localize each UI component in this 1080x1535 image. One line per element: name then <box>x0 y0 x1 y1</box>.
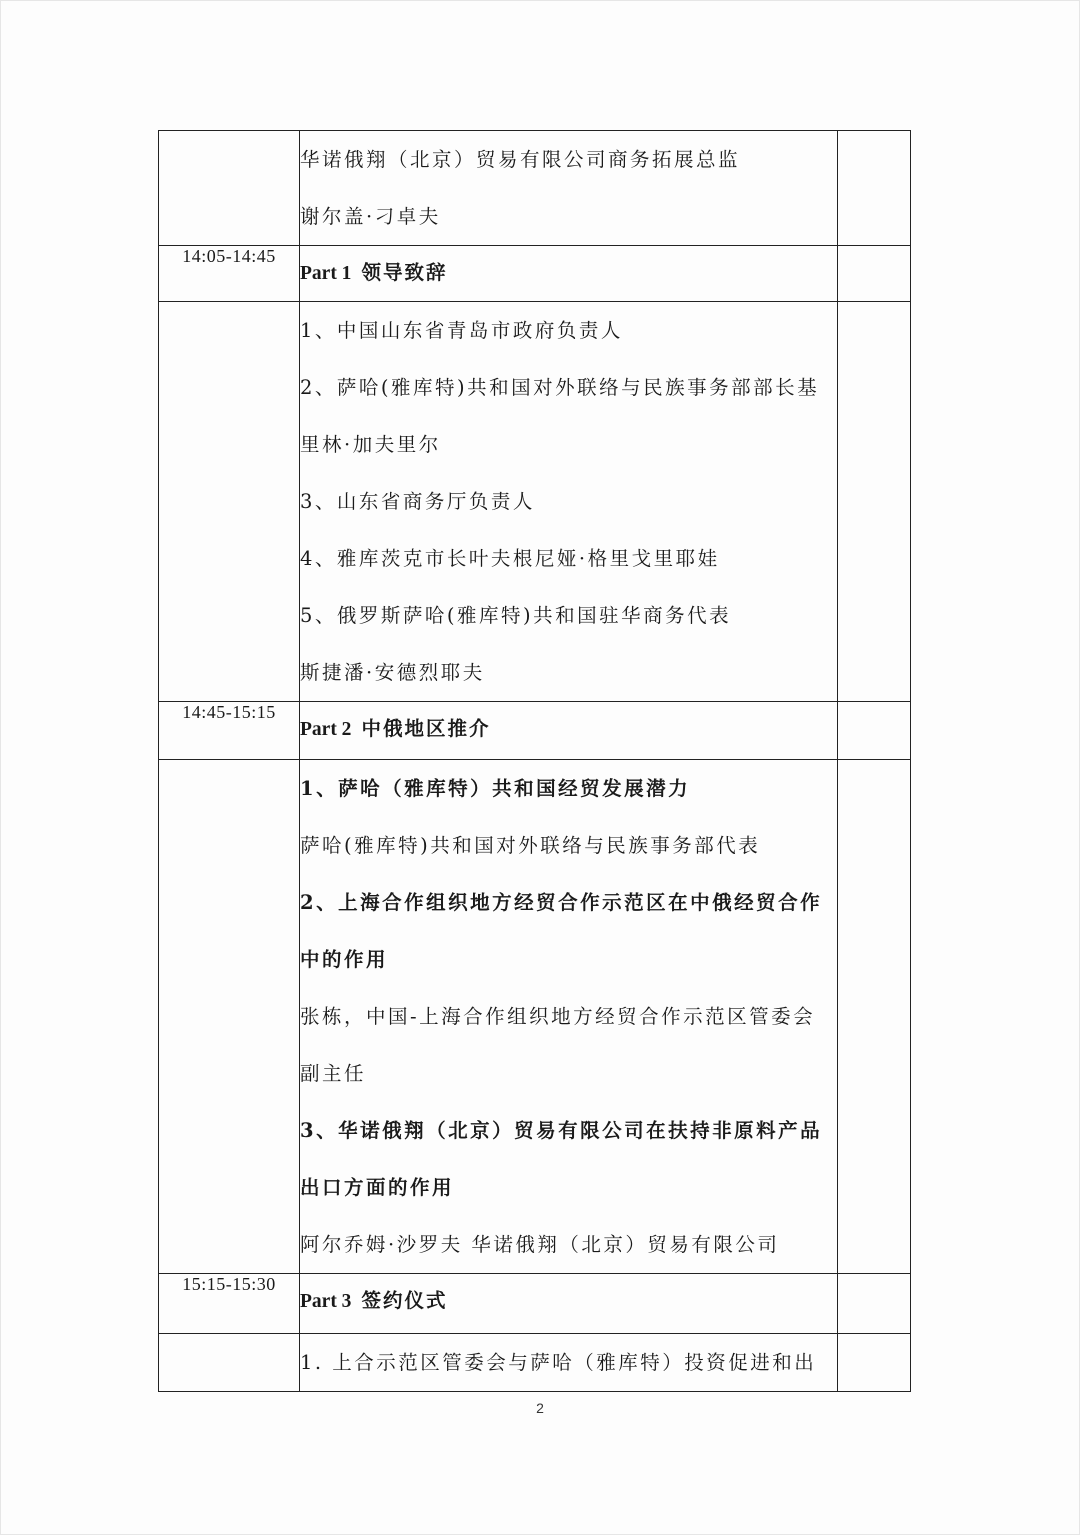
content-cell <box>300 246 838 302</box>
note-cell <box>838 760 911 1274</box>
part-heading <box>300 1274 837 1329</box>
content-line: 4、雅库茨克市长叶夫根尼娅·格里戈里耶娃 <box>300 547 720 570</box>
note-cell <box>838 302 911 702</box>
content-line: 副主任 <box>300 1062 367 1085</box>
note-cell <box>838 702 911 760</box>
agenda-row <box>159 1334 911 1392</box>
note-cell <box>838 1334 911 1392</box>
time-cell <box>159 302 300 702</box>
content-line: 斯捷潘·安德烈耶夫 <box>300 661 485 684</box>
content-cell <box>300 131 838 246</box>
time-cell <box>159 1334 300 1392</box>
content-cell <box>300 1274 838 1334</box>
content-cell <box>300 302 838 702</box>
content-cell <box>300 1334 838 1392</box>
note-cell <box>838 246 911 302</box>
agenda-table <box>158 130 911 1392</box>
content-line: 1. 上合示范区管委会与萨哈（雅库特）投资促进和出 <box>300 1351 817 1374</box>
content-line: 里林·加夫里尔 <box>300 433 441 456</box>
page-number: 2 <box>536 1400 544 1416</box>
content-line: 3、华诺俄翔（北京）贸易有限公司在扶持非原料产品 <box>300 1119 823 1142</box>
agenda-row <box>159 302 911 702</box>
part-title: 签约仪式 <box>361 1289 448 1312</box>
agenda-row <box>159 702 911 760</box>
content-line: 3、山东省商务厅负责人 <box>300 490 535 513</box>
content-line: 中的作用 <box>300 948 389 971</box>
content-line: 谢尔盖·刁卓夫 <box>300 205 441 228</box>
part-heading <box>300 702 837 757</box>
time-cell <box>159 131 300 246</box>
content-line: 阿尔乔姆·沙罗夫 华诺俄翔（北京）贸易有限公司 <box>300 1233 780 1256</box>
content-line: 张栋，中国-上海合作组织地方经贸合作示范区管委会 <box>300 1005 816 1028</box>
time-cell: 14:45-15:15 <box>159 702 300 760</box>
agenda-row <box>159 1274 911 1334</box>
content-line: 2、上海合作组织地方经贸合作示范区在中俄经贸合作 <box>300 891 823 914</box>
part-label: Part 2 <box>300 719 352 740</box>
time-cell: 15:15-15:30 <box>159 1274 300 1334</box>
agenda-row <box>159 246 911 302</box>
content-line: 1、中国山东省青岛市政府负责人 <box>300 319 623 342</box>
agenda-row <box>159 131 911 246</box>
part-label: Part 3 <box>300 1291 352 1312</box>
part-title: 中俄地区推介 <box>361 717 491 740</box>
content-line: 2、萨哈(雅库特)共和国对外联络与民族事务部部长基 <box>300 376 820 399</box>
content-line: 萨哈(雅库特)共和国对外联络与民族事务部代表 <box>300 834 761 857</box>
part-heading <box>300 246 837 301</box>
time-cell <box>159 760 300 1274</box>
content-line: 华诺俄翔（北京）贸易有限公司商务拓展总监 <box>300 148 741 171</box>
content-cell <box>300 702 838 760</box>
content-line: 1、萨哈（雅库特）共和国经贸发展潜力 <box>300 777 691 800</box>
content-line: 5、俄罗斯萨哈(雅库特)共和国驻华商务代表 <box>300 604 732 627</box>
agenda-row <box>159 760 911 1274</box>
time-cell: 14:05-14:45 <box>159 246 300 302</box>
part-label: Part 1 <box>300 263 352 284</box>
note-cell <box>838 1274 911 1334</box>
note-cell <box>838 131 911 246</box>
content-cell <box>300 760 838 1274</box>
content-line: 出口方面的作用 <box>300 1176 455 1199</box>
part-title: 领导致辞 <box>361 261 448 284</box>
